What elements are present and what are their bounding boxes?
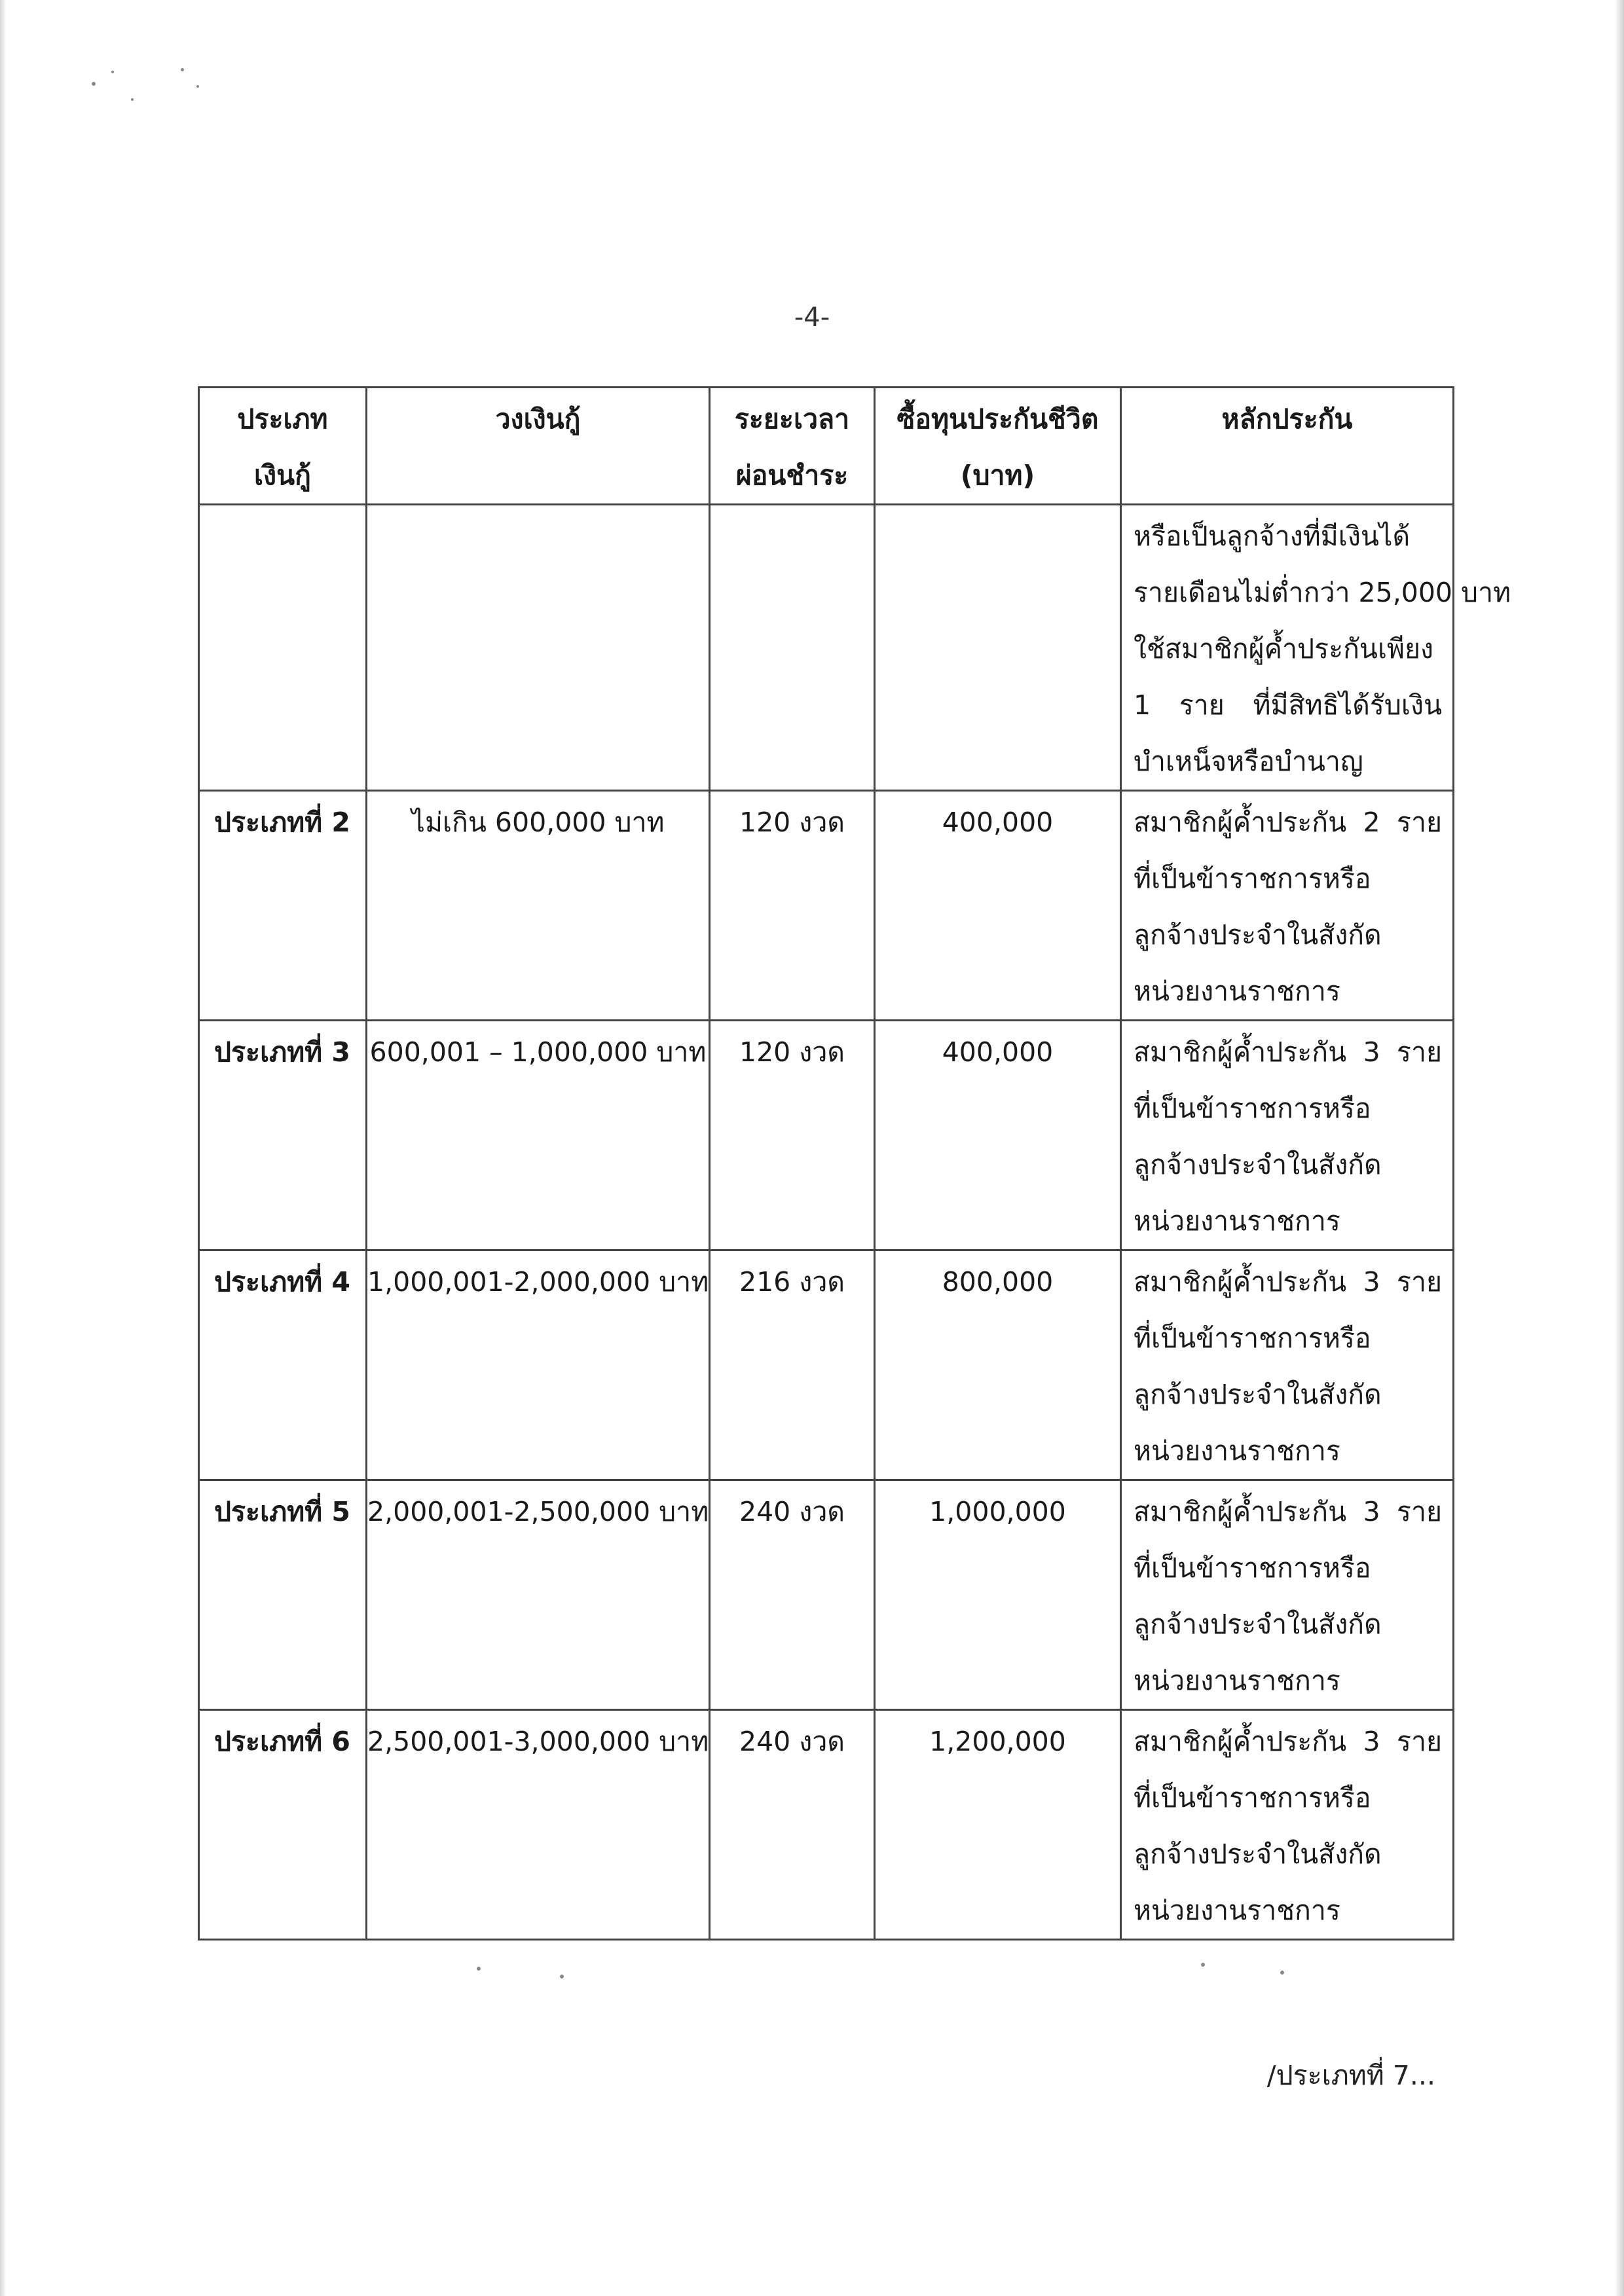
cell-collateral — [1121, 505, 1511, 791]
cell-loan-type: ประเภทที่ 5 — [199, 1480, 367, 1710]
cell-loan-amount: ไม่เกิน 600,000 บาท — [367, 791, 710, 1021]
header-collateral — [1121, 388, 1454, 505]
scan-edge-right — [1615, 0, 1624, 2296]
cell-amount-empty — [367, 505, 710, 791]
collateral-line: ที่เป็นข้าราชการหรือ — [1134, 1093, 1371, 1124]
cell-life-insurance: 1,000,000 — [875, 1480, 1121, 1710]
scan-speck — [131, 98, 134, 101]
scan-speck — [560, 1975, 564, 1978]
cell-repayment-term: 240 งวด — [710, 1480, 875, 1710]
table-row-continuation — [199, 505, 1454, 791]
loan-table-container — [198, 386, 1511, 1941]
collateral-line: 1 ราย ที่มีสิทธิได้รับเงิน — [1134, 689, 1442, 721]
collateral-line: ลูกจ้างประจำในสังกัด — [1134, 919, 1382, 951]
cell-collateral — [1121, 1480, 1454, 1710]
page-number: -4- — [794, 302, 830, 333]
cell-loan-type: ประเภทที่ 6 — [199, 1710, 367, 1940]
cell-life-insurance: 400,000 — [875, 1021, 1121, 1250]
collateral-line: สมาชิกผู้ค้ำประกัน 3 ราย — [1134, 1726, 1442, 1757]
collateral-line: ที่เป็นข้าราชการหรือ — [1134, 1782, 1371, 1813]
table-header-row — [199, 388, 1454, 505]
collateral-line: หน่วยงานราชการ — [1134, 1435, 1340, 1467]
collateral-line: ลูกจ้างประจำในสังกัด — [1134, 1609, 1382, 1640]
table-row — [199, 1710, 1454, 1940]
cell-loan-amount: 2,500,001-3,000,000 บาท — [367, 1710, 710, 1940]
header-line: ซื้อทุนประกันชีวิต — [896, 403, 1099, 435]
scan-speck — [92, 82, 96, 86]
collateral-line: หน่วยงานราชการ — [1134, 1665, 1340, 1696]
collateral-line: ลูกจ้างประจำในสังกัด — [1134, 1838, 1382, 1870]
collateral-line: บำเหน็จหรือบำนาญ — [1134, 746, 1363, 777]
cell-loan-type: ประเภทที่ 3 — [199, 1021, 367, 1250]
table-row — [199, 1480, 1454, 1710]
header-line: ระยะเวลา — [734, 403, 850, 435]
scan-speck — [1201, 1963, 1205, 1967]
cell-loan-type: ประเภทที่ 4 — [199, 1250, 367, 1480]
cell-collateral — [1121, 1021, 1454, 1250]
cell-repayment-term: 120 งวด — [710, 791, 875, 1021]
header-line: ผ่อนชำระ — [735, 460, 849, 491]
scan-speck — [1280, 1971, 1284, 1975]
header-line: (บาท) — [960, 460, 1035, 491]
cell-loan-amount: 1,000,001-2,000,000 บาท — [367, 1250, 710, 1480]
collateral-line: ลูกจ้างประจำในสังกัด — [1134, 1379, 1382, 1410]
header-line: ประเภท — [237, 403, 328, 435]
table-row — [199, 791, 1454, 1021]
header-loan-type — [199, 388, 367, 505]
loan-table — [198, 386, 1511, 1941]
next-page-reference: /ประเภทที่ 7... — [1266, 2060, 1435, 2091]
cell-loan-type: ประเภทที่ 2 — [199, 791, 367, 1021]
collateral-line: รายเดือนไม่ต่ำกว่า 25,000 บาท — [1134, 577, 1511, 608]
collateral-line: หน่วยงานราชการ — [1134, 975, 1340, 1007]
collateral-line: ที่เป็นข้าราชการหรือ — [1134, 863, 1371, 894]
collateral-line: สมาชิกผู้ค้ำประกัน 3 ราย — [1134, 1266, 1442, 1298]
cell-loan-amount: 600,001 – 1,000,000 บาท — [367, 1021, 710, 1250]
cell-term-empty — [710, 505, 875, 791]
cell-life-insurance: 400,000 — [875, 791, 1121, 1021]
header-life-insurance — [875, 388, 1121, 505]
collateral-line: หน่วยงานราชการ — [1134, 1895, 1340, 1926]
cell-repayment-term: 216 งวด — [710, 1250, 875, 1480]
scan-speck — [477, 1967, 481, 1971]
cell-repayment-term: 120 งวด — [710, 1021, 875, 1250]
collateral-line: สมาชิกผู้ค้ำประกัน 3 ราย — [1134, 1036, 1442, 1068]
table-row — [199, 1250, 1454, 1480]
header-line: วงเงินกู้ — [495, 403, 581, 435]
table-row — [199, 1021, 1454, 1250]
collateral-line: ลูกจ้างประจำในสังกัด — [1134, 1149, 1382, 1180]
collateral-line: ที่เป็นข้าราชการหรือ — [1134, 1322, 1371, 1354]
collateral-line: สมาชิกผู้ค้ำประกัน 3 ราย — [1134, 1496, 1442, 1527]
header-line: เงินกู้ — [254, 460, 311, 491]
cell-life-insurance: 1,200,000 — [875, 1710, 1121, 1940]
cell-type-empty — [199, 505, 367, 791]
collateral-line: สมาชิกผู้ค้ำประกัน 2 ราย — [1134, 807, 1442, 838]
collateral-line: หน่วยงานราชการ — [1134, 1205, 1340, 1237]
scan-speck — [181, 68, 184, 71]
collateral-line: ใช้สมาชิกผู้ค้ำประกันเพียง — [1134, 633, 1434, 665]
cell-collateral — [1121, 791, 1454, 1021]
collateral-line: ที่เป็นข้าราชการหรือ — [1134, 1552, 1371, 1584]
scan-speck — [111, 71, 114, 73]
header-loan-amount — [367, 388, 710, 505]
cell-life-insurance: 800,000 — [875, 1250, 1121, 1480]
scan-speck — [196, 85, 199, 88]
cell-collateral — [1121, 1250, 1454, 1480]
cell-collateral — [1121, 1710, 1454, 1940]
collateral-line: หรือเป็นลูกจ้างที่มีเงินได้ — [1134, 520, 1411, 552]
header-line: หลักประกัน — [1221, 403, 1353, 435]
cell-repayment-term: 240 งวด — [710, 1710, 875, 1940]
header-repayment-term — [710, 388, 875, 505]
cell-insurance-empty — [875, 505, 1121, 791]
cell-loan-amount: 2,000,001-2,500,000 บาท — [367, 1480, 710, 1710]
scan-edge-left — [0, 0, 7, 2296]
